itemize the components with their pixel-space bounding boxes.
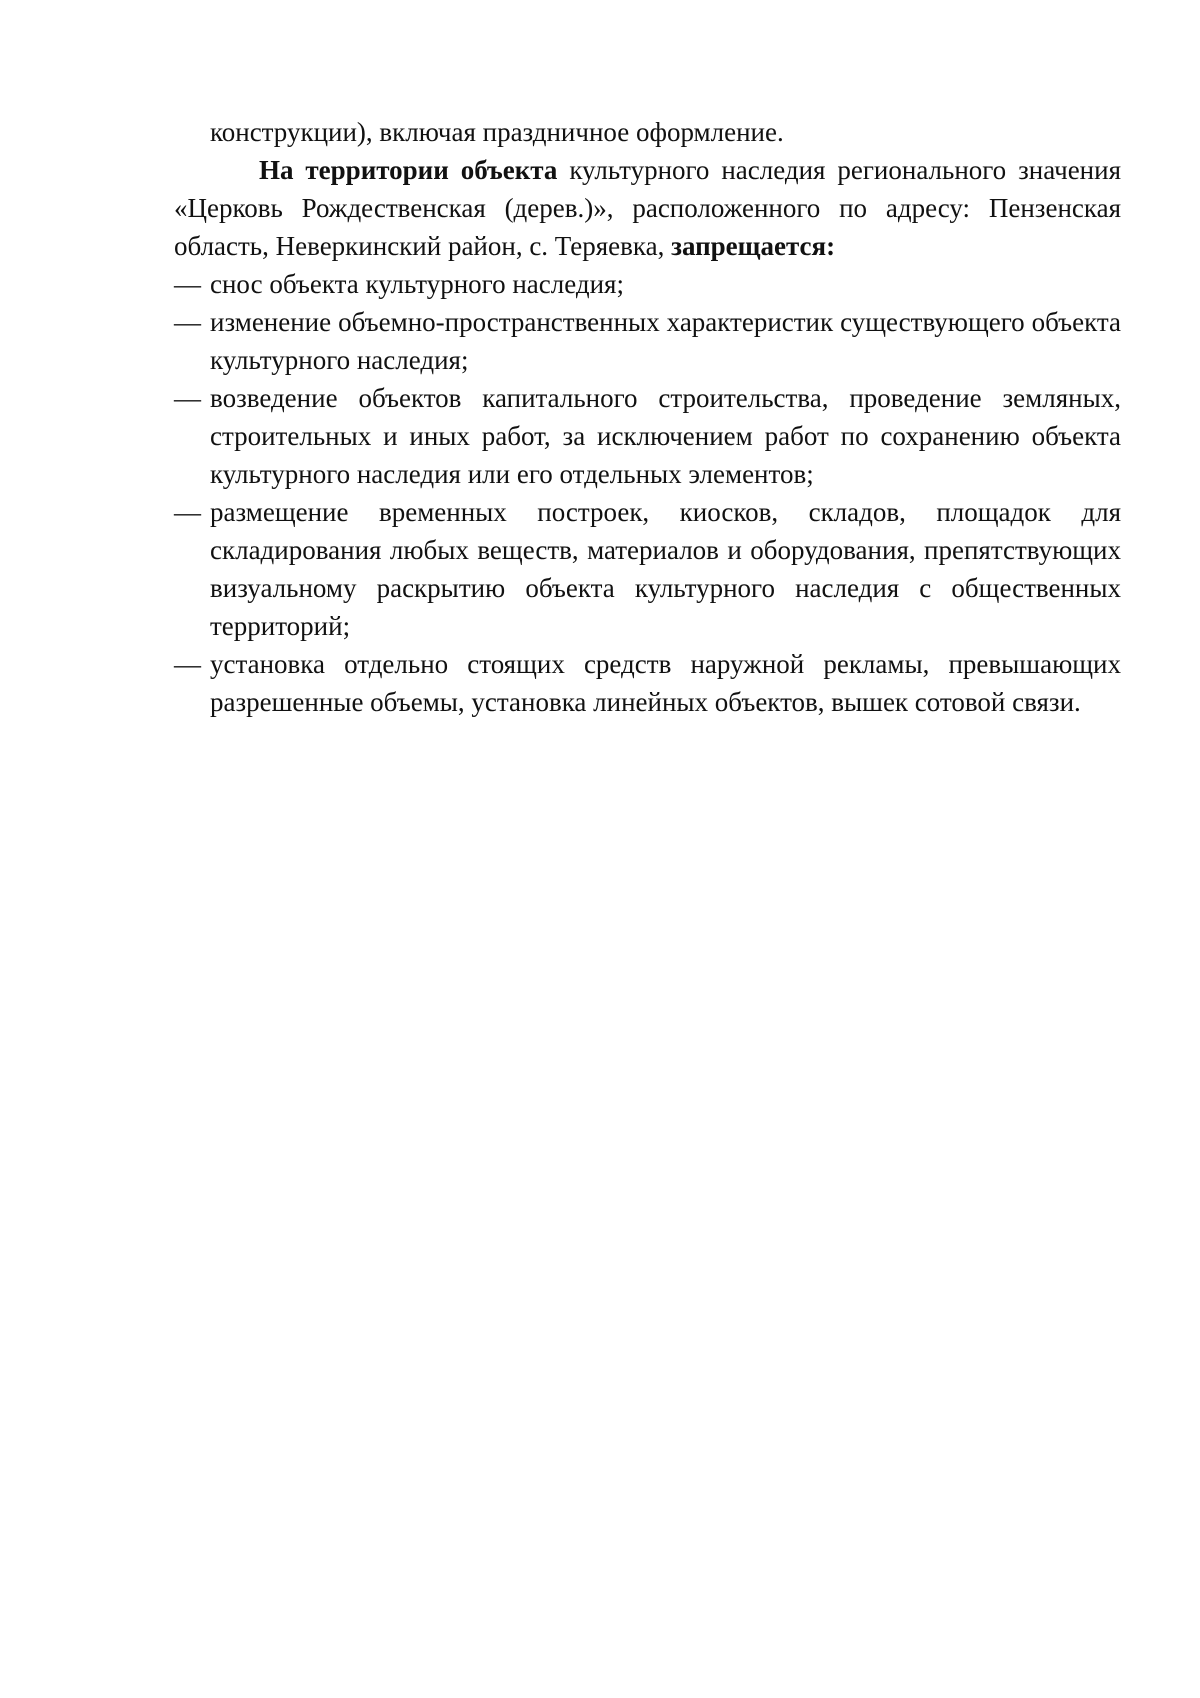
dash-bullet: — (174, 307, 200, 337)
list-item-text: снос объекта культурного наследия; (210, 269, 624, 299)
dash-bullet: — (174, 383, 200, 413)
list-item-text: возведение объектов капитального строительства, проведение земляных, строительных и иных работ, за исключением работ по сохранению объекта культурного наследия или его отдельных элементов; (210, 383, 1121, 489)
intro-bold-start: На территории объекта (259, 155, 558, 185)
intro-text: культурного наследия регионального значения «Церковь Рождественская (дерев.)», расположенного по адресу: Пензенская область, Неверкинский район, с. Теряевка, (174, 155, 1121, 261)
list-item (174, 265, 1121, 303)
prohibition-intro-paragraph (174, 151, 1121, 265)
dash-bullet: — (174, 497, 200, 527)
prohibitions-list (174, 265, 1121, 721)
intro-bold-end: запрещается: (671, 231, 836, 261)
list-item (174, 493, 1121, 645)
continuation-line: конструкции), включая праздничное оформление. (210, 117, 784, 147)
list-item-text: размещение временных построек, киосков, складов, площадок для складирования любых веществ, материалов и оборудования, препятствующих визуальному раскрытию объекта культурного наследия с общественных территорий; (210, 497, 1121, 641)
list-item-text: установка отдельно стоящих средств наружной рекламы, превышающих разрешенные объемы, установка линейных объектов, вышек сотовой связи. (210, 649, 1121, 717)
dash-bullet: — (174, 649, 200, 679)
list-item-text: изменение объемно-пространственных характеристик существующего объекта культурного наследия; (210, 307, 1121, 375)
dash-bullet: — (174, 269, 200, 299)
document-body (174, 113, 1121, 721)
list-item (174, 303, 1121, 379)
list-item (174, 645, 1121, 721)
list-item (174, 379, 1121, 493)
